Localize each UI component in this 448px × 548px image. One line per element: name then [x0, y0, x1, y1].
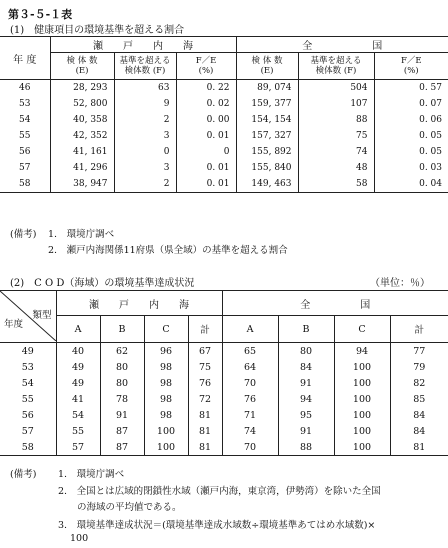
value-cell: 155, 840: [236, 160, 298, 176]
value-cell: 100: [144, 423, 188, 439]
table2-subtitle: (2) C O D（海域）の環境基準達成状況: [10, 278, 195, 289]
national-group-header: 全 国: [222, 291, 448, 316]
value-cell: 0. 01: [176, 160, 236, 176]
value-cell: 0. 22: [176, 80, 236, 97]
value-cell: 84: [390, 407, 448, 423]
year-cell: 55: [21, 393, 34, 405]
value-cell: 41, 161: [50, 144, 114, 160]
value-cell: 0. 01: [176, 176, 236, 193]
value-cell: 42, 352: [50, 128, 114, 144]
value-cell: 88: [298, 112, 374, 128]
table-row: [0, 160, 448, 176]
table1-subtitle: (1) 健康項目の環境基準を超える割合: [10, 25, 185, 36]
value-cell: 100: [334, 439, 390, 456]
year-cell: 53: [19, 99, 31, 109]
value-cell: 0: [176, 144, 236, 160]
table-row: [0, 128, 448, 144]
value-cell: 94: [278, 391, 334, 407]
table-row: [0, 144, 448, 160]
value-cell: 504: [298, 80, 374, 97]
value-cell: 70: [222, 375, 278, 391]
value-cell: 2: [114, 112, 176, 128]
value-cell: 63: [114, 80, 176, 97]
value-cell: 71: [222, 407, 278, 423]
value-cell: 52, 800: [50, 96, 114, 112]
table-row: [0, 391, 448, 407]
setonaikai-group-header: 瀬 戸 内 海: [56, 291, 222, 316]
year-cell: 58: [0, 439, 56, 456]
value-cell: 81: [390, 439, 448, 456]
table-row: [0, 359, 448, 375]
category-header: 計: [390, 316, 448, 343]
value-cell: 72: [188, 391, 222, 407]
value-cell: 100: [334, 359, 390, 375]
year-cell: 56: [21, 409, 34, 421]
category-header: A: [222, 316, 278, 343]
value-cell: 98: [144, 391, 188, 407]
col-sample-count-e: [236, 53, 298, 80]
setonaikai-group-header: 瀬 戸 内 海: [50, 37, 236, 53]
value-cell: 91: [100, 407, 144, 423]
corner-cell: [0, 291, 56, 343]
value-cell: 41: [56, 391, 100, 407]
table-row: [0, 112, 448, 128]
value-cell: 149, 463: [236, 176, 298, 193]
col-label: 検 体 数 (E): [251, 56, 283, 76]
value-cell: 0. 01: [176, 128, 236, 144]
col-exceed-count-f: [298, 53, 374, 80]
year-cell: 56: [19, 147, 31, 157]
table1-note: 2. 瀬戸内海関係11府県（県全域）の基準を超える割合: [48, 245, 288, 256]
value-cell: 94: [334, 343, 390, 360]
col-label: 基準を超える 検体数 (F): [119, 56, 171, 76]
value-cell: 159, 377: [236, 96, 298, 112]
value-cell: 0. 05: [374, 128, 448, 144]
value-cell: 38, 947: [50, 176, 114, 193]
value-cell: 76: [222, 391, 278, 407]
value-cell: 100: [334, 423, 390, 439]
value-cell: 80: [278, 343, 334, 360]
value-cell: 98: [144, 375, 188, 391]
value-cell: 88: [278, 439, 334, 456]
table-row: [0, 375, 448, 391]
value-cell: 82: [390, 375, 448, 391]
value-cell: 70: [222, 439, 278, 456]
table1-notes-label: (備考): [10, 229, 37, 240]
year-cell: 46: [19, 83, 31, 93]
col-label: 検 体 数 (E): [66, 56, 98, 76]
value-cell: 40, 358: [50, 112, 114, 128]
value-cell: 91: [278, 423, 334, 439]
table2-note: 2. 全国とは広域的閉鎖性水域（瀬戸内海，東京湾，伊勢湾）を除いた全国: [58, 486, 381, 497]
value-cell: 0. 07: [374, 96, 448, 112]
value-cell: 77: [390, 343, 448, 360]
value-cell: 49: [56, 359, 100, 375]
category-header: 計: [188, 316, 222, 343]
value-cell: 3: [114, 128, 176, 144]
value-cell: 74: [222, 423, 278, 439]
value-cell: 9: [114, 96, 176, 112]
value-cell: 87: [100, 423, 144, 439]
value-cell: 54: [56, 407, 100, 423]
value-cell: 62: [100, 343, 144, 360]
value-cell: 78: [100, 391, 144, 407]
table-row: [0, 407, 448, 423]
table2-note: の海域の平均値である。: [58, 502, 182, 513]
table2-notes-label: (備考): [10, 469, 37, 480]
table1-note: 1. 環境庁調べ: [48, 229, 115, 240]
year-cell: 53: [21, 361, 34, 373]
category-header: B: [100, 316, 144, 343]
year-cell: 57: [21, 425, 34, 437]
table-number: 第３-５-１表: [8, 8, 73, 21]
national-group-header: 全 国: [236, 37, 448, 53]
category-header: C: [144, 316, 188, 343]
category-header: B: [278, 316, 334, 343]
year-cell: 54: [19, 115, 31, 125]
value-cell: 154, 154: [236, 112, 298, 128]
value-cell: 3: [114, 160, 176, 176]
value-cell: 49: [56, 375, 100, 391]
table2-unit: （単位：％）: [370, 278, 430, 289]
category-header: A: [56, 316, 100, 343]
year-cell: 54: [21, 377, 34, 389]
value-cell: 80: [100, 375, 144, 391]
col-ratio: [176, 53, 236, 80]
table2-note: 100: [70, 533, 89, 544]
table-row: [0, 96, 448, 112]
value-cell: 107: [298, 96, 374, 112]
value-cell: 0. 57: [374, 80, 448, 97]
value-cell: 64: [222, 359, 278, 375]
table-row: [0, 176, 448, 193]
corner-top-label: 類型: [32, 310, 52, 321]
value-cell: 87: [100, 439, 144, 456]
value-cell: 79: [390, 359, 448, 375]
value-cell: 0. 00: [176, 112, 236, 128]
value-cell: 95: [278, 407, 334, 423]
col-exceed-count-f: [114, 53, 176, 80]
value-cell: 155, 892: [236, 144, 298, 160]
value-cell: 58: [298, 176, 374, 193]
value-cell: 55: [56, 423, 100, 439]
value-cell: 40: [56, 343, 100, 360]
year-cell: 57: [19, 163, 31, 173]
value-cell: 84: [390, 423, 448, 439]
health-items-table: [0, 36, 448, 193]
value-cell: 85: [390, 391, 448, 407]
value-cell: 98: [144, 407, 188, 423]
value-cell: 81: [188, 423, 222, 439]
value-cell: 100: [334, 407, 390, 423]
value-cell: 100: [334, 391, 390, 407]
col-sample-count-e: [50, 53, 114, 80]
year-cell: 58: [0, 176, 50, 193]
value-cell: 0: [114, 144, 176, 160]
value-cell: 80: [100, 359, 144, 375]
year-cell: 55: [19, 131, 31, 141]
table-row: [0, 423, 448, 439]
table-row: [0, 80, 448, 97]
value-cell: 100: [334, 375, 390, 391]
value-cell: 98: [144, 359, 188, 375]
col-label: F／E (%): [400, 56, 422, 76]
value-cell: 81: [188, 407, 222, 423]
value-cell: 100: [144, 439, 188, 456]
value-cell: 0. 06: [374, 112, 448, 128]
value-cell: 76: [188, 375, 222, 391]
value-cell: 74: [298, 144, 374, 160]
value-cell: 89, 074: [236, 80, 298, 97]
cod-achievement-table: [0, 290, 448, 456]
value-cell: 0. 04: [374, 176, 448, 193]
value-cell: 2: [114, 176, 176, 193]
value-cell: 84: [278, 359, 334, 375]
value-cell: 75: [188, 359, 222, 375]
category-header: C: [334, 316, 390, 343]
value-cell: 48: [298, 160, 374, 176]
table-row: [0, 343, 448, 360]
value-cell: 96: [144, 343, 188, 360]
table2-note: 1. 環境庁調べ: [58, 469, 125, 480]
value-cell: 0. 03: [374, 160, 448, 176]
table2-note: 3. 環境基準達成状況＝(環境基準達成水域数÷環境基準あてはめ水域数)×: [58, 520, 376, 531]
value-cell: 28, 293: [50, 80, 114, 97]
year-header: 年 度: [0, 37, 50, 80]
value-cell: 67: [188, 343, 222, 360]
value-cell: 0. 02: [176, 96, 236, 112]
value-cell: 157, 327: [236, 128, 298, 144]
col-ratio: [374, 53, 448, 80]
col-label: F／E (%): [195, 56, 217, 76]
value-cell: 65: [222, 343, 278, 360]
table-row: [0, 439, 448, 456]
corner-bottom-label: 年度: [4, 319, 24, 330]
value-cell: 81: [188, 439, 222, 456]
value-cell: 41, 296: [50, 160, 114, 176]
col-label: 基準を超える 検体数 (F): [310, 56, 362, 76]
value-cell: 75: [298, 128, 374, 144]
year-cell: 49: [21, 345, 34, 357]
value-cell: 57: [56, 439, 100, 456]
value-cell: 0. 05: [374, 144, 448, 160]
value-cell: 91: [278, 375, 334, 391]
